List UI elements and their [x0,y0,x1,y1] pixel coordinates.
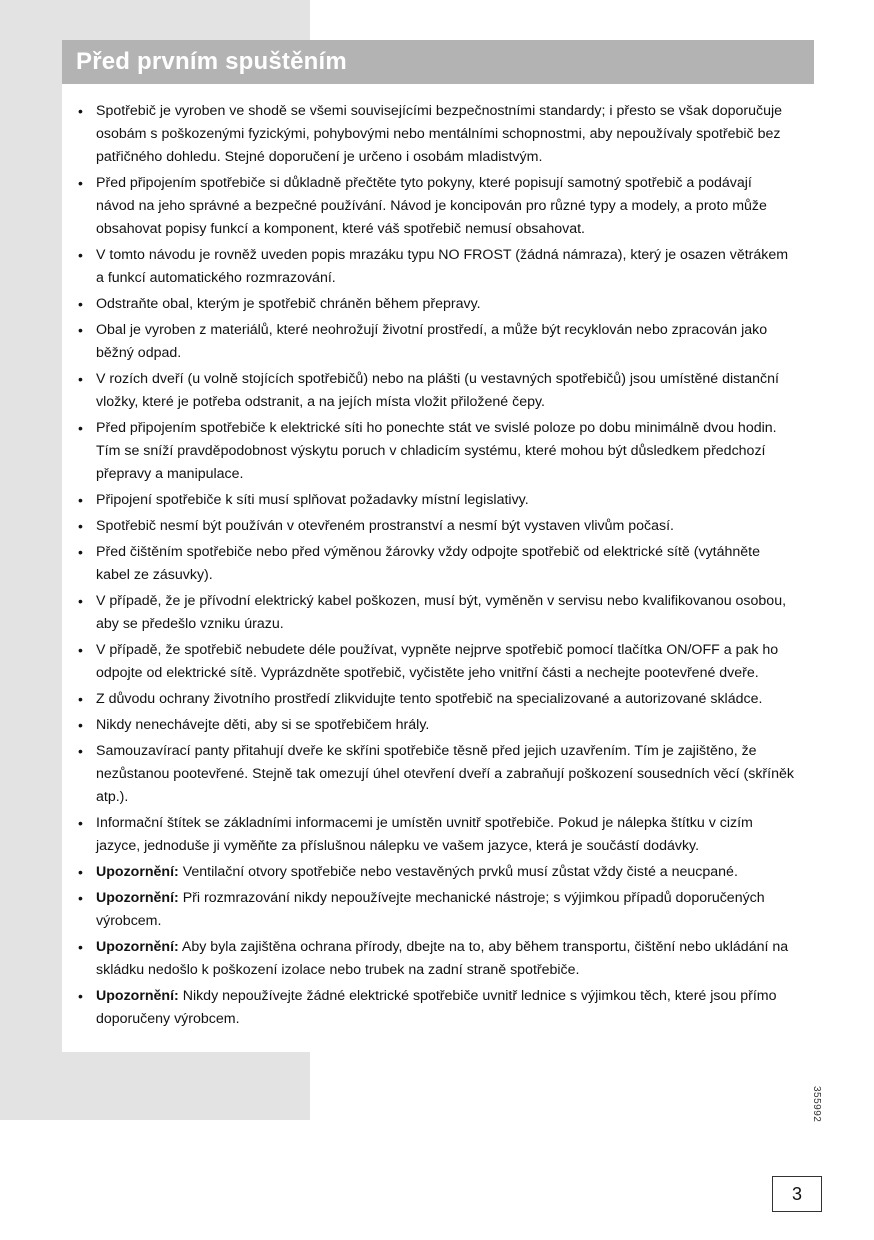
list-item [70,714,794,737]
list-item [70,861,794,884]
list-item-text: Samouzavírací panty přitahují dveře ke skříni spotřebiče těsně před jejich uzavřením. Tím je zajištěno, že nezůstanou pootevřené. Stejně tak omezují úhel otevření dveří a zabraňují poškození sousedních věcí (skříněk atp.). [96,743,794,805]
list-item-lead: Upozornění: [96,890,179,906]
list-item [70,590,794,636]
body-text-block [62,84,814,1052]
list-item [70,293,794,316]
document-code: 355992 [811,1085,822,1122]
list-item-text: Před čištěním spotřebiče nebo před výměnou žárovky vždy odpojte spotřebič od elektrické sítě (vytáhněte kabel ze zásuvky). [96,544,760,583]
list-item-text: Z důvodu ochrany životního prostředí zlikvidujte tento spotřebič na specializované a autorizované skládce. [96,691,763,707]
list-item-text: Nikdy nepoužívejte žádné elektrické spotřebiče uvnitř lednice s výjimkou těch, které jsou přímo doporučeny výrobcem. [96,988,777,1027]
list-item [70,740,794,809]
list-item-text: Nikdy nenechávejte děti, aby si se spotřebičem hrály. [96,717,430,733]
list-item-lead: Upozornění: [96,988,179,1004]
list-item-text: Obal je vyroben z materiálů, které neohrožují životní prostředí, a může být recyklován nebo zpracován jako běžný odpad. [96,322,768,361]
list-item [70,244,794,290]
section-title-bar [62,40,814,84]
list-item [70,368,794,414]
list-item-text: V tomto návodu je rovněž uveden popis mrazáku typu NO FROST (žádná námraza), který je osazen větrákem a funkcí automatického rozmrazování. [96,247,789,286]
list-item [70,541,794,587]
decorative-side-band-footer [0,1120,310,1240]
list-item-text: V případě, že je přívodní elektrický kabel poškozen, musí být, vyměněn v servisu nebo kvalifikovanou osobou, aby se předešlo vzniku úrazu. [96,593,787,632]
list-item-text: V rozích dveří (u volně stojících spotřebičů) nebo na plášti (u vestavných spotřebičů) jsou umístěné distanční vložky, které je potřeba odstranit, a na jejích místa vložit přiložené čepy. [96,371,779,410]
list-item [70,887,794,933]
list-item-text: Ventilační otvory spotřebiče nebo vestavěných prvků musí zůstat vždy čisté a neucpané. [178,864,738,880]
page-content [62,40,814,1052]
list-item [70,688,794,711]
list-item-text: Informační štítek se základními informacemi je umístěn uvnitř spotřebiče. Pokud je nálepka štítku v cizím jazyce, jednoduše ji vyměňte za příslušnou nálepku ve vašem jazyce, která je součástí dodávky. [96,815,753,854]
list-item-text: Aby byla zajištěna ochrana přírody, dbejte na to, aby během transportu, čištění nebo ukládání na skládku nedošlo k poškození izolace nebo trubek na zadní straně spotřebiče. [96,939,789,978]
list-item [70,417,794,486]
list-item [70,319,794,365]
list-item-lead: Upozornění: [96,939,179,955]
list-item-text: Odstraňte obal, kterým je spotřebič chráněn během přepravy. [96,296,481,312]
list-item [70,172,794,241]
list-item-text: Spotřebič je vyroben ve shodě se všemi souvisejícími bezpečnostními standardy; i přesto se však doporučuje osobám s poškozenými fyzickými, pohybovými nebo mentálními schopnostmi, aby nepoužívaly spotřebič bez patřičného dohledu. Stejné doporučení je určeno i osobám mladistvým. [96,103,783,165]
list-item [70,812,794,858]
page-number: 3 [772,1176,822,1212]
list-item-text: Spotřebič nesmí být používán v otevřeném prostranství a nesmí být vystaven vlivům počasí. [96,518,675,534]
page-title: Před prvním spuštěním [76,48,347,75]
list-item-text: Připojení spotřebiče k síti musí splňovat požadavky místní legislativy. [96,492,529,508]
list-item-text: Při rozmrazování nikdy nepoužívejte mechanické nástroje; s výjimkou případů doporučených výrobcem. [96,890,765,929]
list-item-text: V případě, že spotřebič nebudete déle používat, vypněte nejprve spotřebič pomocí tlačítka ON/OFF a pak ho odpojte od elektrické sítě. Vyprázdněte spotřebič, vyčistěte jeho vnitřní části a nechejte pootevřené dveře. [96,642,779,681]
list-item-text: Před připojením spotřebiče si důkladně přečtěte tyto pokyny, které popisují samotný spotřebič a podávají návod na jeho správné a bezpečné používání. Návod je koncipován pro různé typy a modely, a proto může obsahovat popisy funkcí a komponent, které váš spotřebič nemusí obsahovat. [96,175,767,237]
list-item [70,936,794,982]
list-item [70,100,794,169]
list-item [70,639,794,685]
list-item-lead: Upozornění: [96,864,179,880]
list-item-text: Před připojením spotřebiče k elektrické síti ho ponechte stát ve svislé poloze po dobu minimálně dvou hodin. Tím se sníží pravděpodobnost výskytu poruch v chladicím systému, které mohou být důsledkem předchozí přepravy a manipulace. [96,420,777,482]
safety-instructions-list [70,100,794,1031]
list-item [70,985,794,1031]
list-item [70,489,794,512]
list-item [70,515,794,538]
